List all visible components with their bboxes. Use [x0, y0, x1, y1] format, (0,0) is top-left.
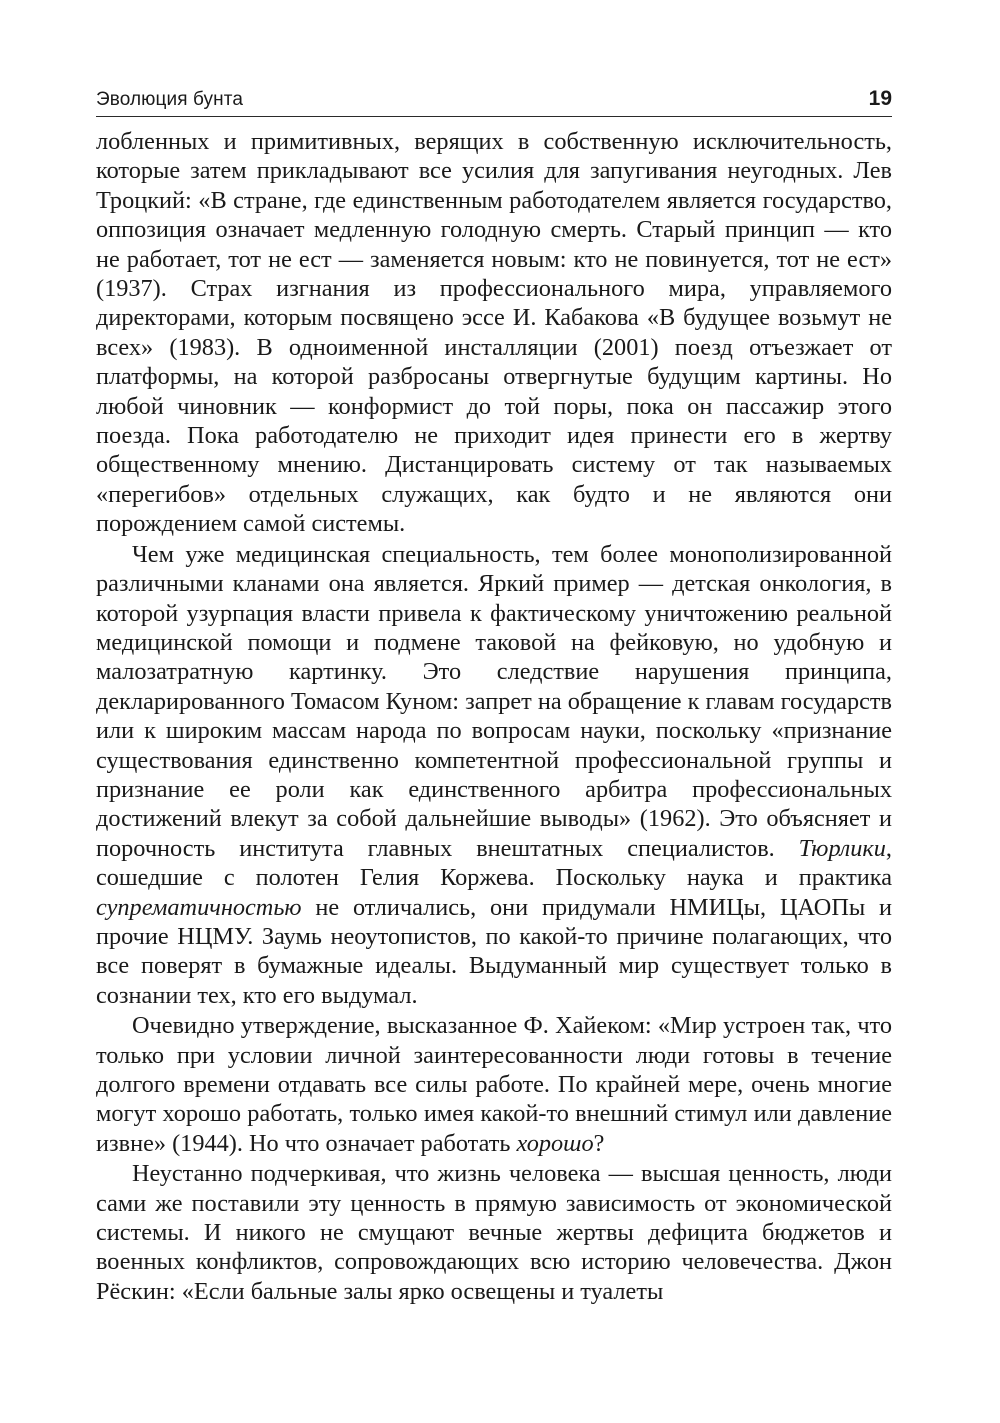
running-header — [96, 84, 892, 117]
paragraph-text: Чем уже медицинская специальность, тем более монополизированной различными кланами она является. Яркий пример — детская онкология, в которой узурпация власти привела к фактическому уничтожению реальной медицинской помощи и подмене таковой на фейковую, но удобную и малозатратную картинку. Это следствие нарушения принципа, декларированного Томасом Куном: запрет на обращение к главам государств или к широким массам народа по вопросам науки, поскольку «признание существования единственно компетентной профессиональной группы и признание ее роли как единственного арбитра профессиональных достижений влекут за собой дальнейшие выводы» (1962). Это объясняет и порочность института главных внештатных специалистов. — [96, 540, 892, 862]
paragraph-text: ? — [593, 1129, 605, 1157]
paragraph-text: Очевидно утверждение, высказанное Ф. Хайеком: «Мир устроен так, что только при условии личной заинтересованности люди готовы в течение долгого времени отдавать все силы работе. По крайней мере, очень многие могут хорошо работать, только имея какой-то внешний стимул или давление извне» (1944). Но что означает работать — [96, 1012, 892, 1157]
paragraph-1 — [96, 127, 892, 539]
paragraph-4 — [96, 1159, 892, 1306]
paragraph-text: не отличались, они придумали НМИЦы, ЦАОПы и прочие НЦМУ. Заумь неоутопистов, по какой-то причине полагающих, что все поверят в бумажные идеалы. Выдуманный мир существует только в сознании тех, кто его выдумал. — [96, 893, 892, 1009]
paragraph-text: Неустанно подчеркивая, что жизнь человека — высшая ценность, люди сами же поставили эту ценность в прямую зависимость от экономической системы. И никого не смущают вечные жертвы дефицита бюджетов и военных конфликтов, сопровождающих всю историю человечества. Джон Рёскин: «Если бальные залы ярко освещены и туалеты — [96, 1160, 892, 1305]
italic-term: хорошо — [516, 1129, 594, 1157]
italic-term: Тюрлики — [798, 834, 886, 862]
paragraph-text: , сошедшие с полотен Гелия Коржева. Поскольку наука и практика — [96, 834, 892, 892]
paragraph-3 — [96, 1011, 892, 1158]
italic-term: супрематичностью — [96, 893, 302, 921]
paragraph-text: лобленных и примитивных, верящих в собственную исключительность, которые затем прикладывают все усилия для запугивания неугодных. Лев Троцкий: «В стране, где единственным работодателем является государство, оппозиция означает медленную голодную смерть. Старый принцип — кто не работает, тот не ест — заменяется новым: кто не повинуется, тот не ест» (1937). Страх изгнания из профессионального мира, управляемого директорами, которым посвящено эссе И. Кабакова «В будущее возьмут не всех» (1983). В одноименной инсталляции (2001) поезд отъезжает от платформы, на которой разбросаны отвергнутые будущим картины. Но любой чиновник — конформист до той поры, пока он пассажир этого поезда. Пока работодателю не приходит идея принести его в жертву общественному мнению. Дистанцировать систему от так называемых «перегибов» отдельных служащих, как будто и не являются они порождением самой системы. — [96, 128, 892, 538]
body-text — [96, 127, 892, 1306]
paragraph-2 — [96, 540, 892, 1011]
running-title: Эволюция бунта — [96, 89, 243, 110]
page-number: 19 — [868, 87, 892, 110]
book-page — [96, 84, 892, 1306]
